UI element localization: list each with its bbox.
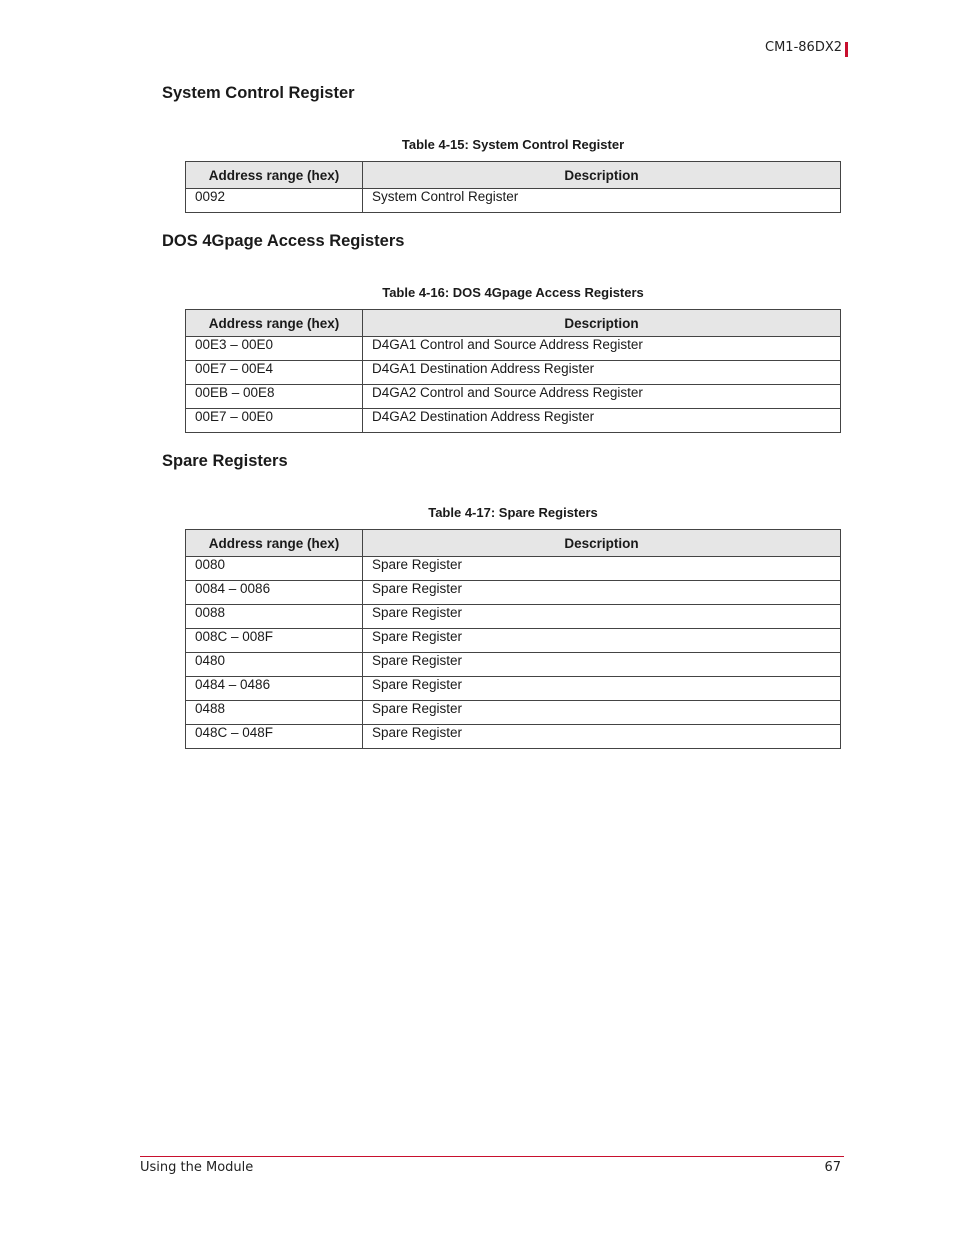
table-header-row — [186, 310, 841, 337]
description-cell: D4GA1 Control and Source Address Register — [363, 337, 841, 361]
column-header-description: Description — [363, 310, 841, 337]
table-row — [186, 557, 841, 581]
table-row — [186, 189, 841, 213]
column-header-address: Address range (hex) — [186, 310, 363, 337]
description-cell: Spare Register — [363, 581, 841, 605]
column-header-address: Address range (hex) — [186, 530, 363, 557]
column-header-description: Description — [363, 530, 841, 557]
description-cell: Spare Register — [363, 653, 841, 677]
table-row — [186, 581, 841, 605]
table-row — [186, 629, 841, 653]
address-cell: 00EB – 00E8 — [186, 385, 363, 409]
table-row — [186, 653, 841, 677]
table-row — [186, 385, 841, 409]
address-cell: 048C – 048F — [186, 725, 363, 749]
description-cell: System Control Register — [363, 189, 841, 213]
table-header-row — [186, 530, 841, 557]
table-row — [186, 337, 841, 361]
table-caption-4-17: Table 4-17: Spare Registers — [428, 505, 598, 520]
description-cell: Spare Register — [363, 725, 841, 749]
address-cell: 00E7 – 00E0 — [186, 409, 363, 433]
table-row — [186, 677, 841, 701]
footer-divider — [140, 1156, 844, 1157]
description-cell: Spare Register — [363, 557, 841, 581]
table-row — [186, 605, 841, 629]
section-heading-spare-registers: Spare Registers — [162, 452, 288, 470]
address-cell: 00E7 – 00E4 — [186, 361, 363, 385]
table-row — [186, 725, 841, 749]
address-cell: 0480 — [186, 653, 363, 677]
footer-section-name: Using the Module — [140, 1160, 254, 1175]
description-cell: D4GA1 Destination Address Register — [363, 361, 841, 385]
description-cell: Spare Register — [363, 605, 841, 629]
address-cell: 0084 – 0086 — [186, 581, 363, 605]
document-id: CM1-86DX2 — [765, 40, 842, 55]
system-control-register-table — [185, 161, 841, 213]
section-heading-system-control: System Control Register — [162, 84, 355, 102]
description-cell: D4GA2 Destination Address Register — [363, 409, 841, 433]
column-header-description: Description — [363, 162, 841, 189]
table-row — [186, 701, 841, 725]
description-cell: Spare Register — [363, 701, 841, 725]
description-cell: D4GA2 Control and Source Address Register — [363, 385, 841, 409]
column-header-address: Address range (hex) — [186, 162, 363, 189]
address-cell: 0080 — [186, 557, 363, 581]
spare-registers-table — [185, 529, 841, 749]
table-row — [186, 361, 841, 385]
address-cell: 0488 — [186, 701, 363, 725]
address-cell: 00E3 – 00E0 — [186, 337, 363, 361]
header-accent-bar — [845, 42, 848, 57]
table-caption-4-15: Table 4-15: System Control Register — [401, 137, 625, 152]
table-caption-4-16: Table 4-16: DOS 4Gpage Access Registers — [382, 285, 644, 300]
page-number: 67 — [824, 1160, 841, 1175]
table-row — [186, 409, 841, 433]
address-cell: 008C – 008F — [186, 629, 363, 653]
address-cell: 0088 — [186, 605, 363, 629]
description-cell: Spare Register — [363, 677, 841, 701]
address-cell: 0092 — [186, 189, 363, 213]
section-heading-dos-4gpage: DOS 4Gpage Access Registers — [162, 232, 405, 250]
address-cell: 0484 – 0486 — [186, 677, 363, 701]
dos-4gpage-access-registers-table — [185, 309, 841, 433]
description-cell: Spare Register — [363, 629, 841, 653]
table-header-row — [186, 162, 841, 189]
